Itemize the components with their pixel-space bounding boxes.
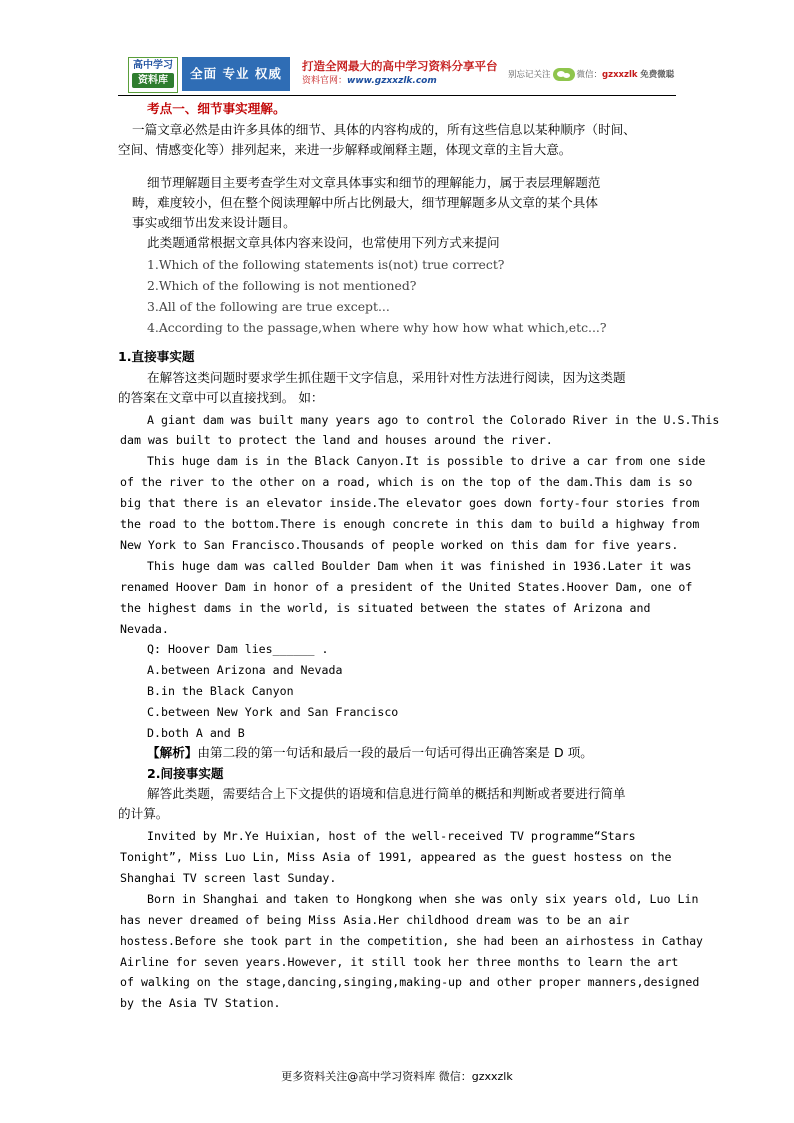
site-label: 资料官网： (302, 76, 348, 86)
desc-line: 细节理解题目主要考查学生对文章具体事实和细节的理解能力，属于表层理解题范 (147, 175, 601, 190)
passage-line: Nevada. (120, 622, 169, 636)
passage-line: the road to the bottom.There is enough concrete in this dam to build a highway from (120, 517, 700, 531)
passage-line: renamed Hoover Dam in honor of a president of the United States.Hoover Dam, one of (120, 580, 693, 594)
passage-line: dam was built to protect the land and houses around the river. (120, 433, 553, 447)
passage2-line: of walking on the stage,dancing,singing,making-up and other proper manners,designed (120, 975, 700, 989)
option-item: B.in the Black Canyon (147, 684, 294, 698)
tagline: 打造全网最大的高中学习资料分享平台 (302, 59, 498, 73)
part1-desc-line: 的答案在文章中可以直接找到。 如： (118, 390, 324, 405)
desc-line: 此类题通常根据文章具体内容来设问，也常使用下列方式来提问 (147, 235, 500, 250)
follow-line (508, 67, 678, 83)
question-item: 3.All of the following are true except... (147, 299, 390, 314)
analysis-label: 【解析】 (147, 745, 198, 760)
site-logo (128, 57, 178, 93)
site-url: www.gzxxzlk.com (347, 76, 437, 86)
option-item: D.both A and B (147, 726, 245, 740)
passage-line: the highest dams in the world, is situated between the states of Arizona and (120, 601, 651, 615)
option-item: A.between Arizona and Nevada (147, 663, 343, 677)
passage-line: A giant dam was built many years ago to control the Colorado River in the U.S.This (147, 413, 720, 427)
desc-line: 事实或细节出发来设计题目。 (132, 215, 296, 230)
follow-prefix: 别忘记关注 (508, 70, 551, 80)
question-item: 4.According to the passage,when where why how how what which,etc...? (147, 320, 607, 335)
header-banner (118, 55, 678, 93)
question-item: 2.Which of the following is not mentioned? (147, 278, 417, 293)
header-rule (118, 95, 676, 96)
part1-question: Q: Hoover Dam lies______ . (147, 642, 329, 656)
passage2-line: has never dreamed of being Miss Asia.Her childhood dream was to be an air (120, 913, 630, 927)
passage2-line: Airline for seven years.However, it still took her three months to learn the art (120, 955, 679, 969)
passage2-line: Tonight”, Miss Luo Lin, Miss Asia of 1991, appeared as the guest hostess on the (120, 850, 672, 864)
tagline-block (302, 58, 502, 88)
part2-desc-line: 解答此类题，需要结合上下文提供的语境和信息进行简单的概括和判断或者要进行简单 (147, 786, 626, 801)
part2-title: 2.间接事实题 (147, 766, 224, 781)
question-item: 1.Which of the following statements is(not) true correct? (147, 257, 505, 272)
passage-line: big that there is an elevator inside.The elevator goes down forty-four stories from (120, 496, 700, 510)
passage2-line: by the Asia TV Station. (120, 996, 281, 1010)
option-item: C.between New York and San Francisco (147, 705, 399, 719)
logo-line2: 资料库 (132, 73, 174, 88)
passage2-line: Born in Shanghai and taken to Hongkong when she was only six years old, Luo Lin (147, 892, 699, 906)
motto-box: 全面 专业 权威 (182, 57, 290, 91)
passage-line: of the river to the other on a road, which is on the top of the dam.This dam is so (120, 475, 693, 489)
passage-line: This huge dam is in the Black Canyon.It is possible to drive a car from one side (147, 454, 706, 468)
passage2-line: Shanghai TV screen last Sunday. (120, 871, 337, 885)
passage-line: This huge dam was called Boulder Dam when it was finished in 1936.Later it was (147, 559, 692, 573)
site-line (302, 74, 502, 88)
intro-line: 空间、情感变化等）排列起来，来进一步解释或阐释主题，体现文章的主旨大意。 (118, 142, 572, 157)
page-footer: 更多资料关注@高中学习资料库 微信：gzxxzlk (281, 1070, 513, 1083)
part2-desc-line: 的计算。 (118, 806, 169, 821)
follow-wechat: 微信： (576, 70, 603, 80)
follow-suffix: 免费微聪 (640, 70, 675, 80)
part1-title: 1.直接事实题 (118, 349, 195, 364)
intro-line: 一篇文章必然是由许多具体的细节、具体的内容构成的，所有这些信息以某种顺序（时间、 (132, 122, 636, 137)
passage2-line: Invited by Mr.Ye Huixian, host of the well-received TV programme“Stars (147, 829, 636, 843)
passage2-line: hostess.Before she took part in the competition, she had been an airhostess in Cathay (120, 934, 703, 948)
analysis-line (147, 743, 593, 763)
passage-line: New York to San Francisco.Thousands of people worked on this dam for five years. (120, 538, 679, 552)
wechat-icon (553, 68, 575, 81)
desc-line: 畴，难度较小，但在整个阅读理解中所占比例最大，细节理解题多从文章的某个具体 (132, 195, 598, 210)
part1-desc-line: 在解答这类问题时要求学生抓住题干文字信息，采用针对性方法进行阅读，因为这类题 (147, 370, 626, 385)
follow-id: gzxxzlk (602, 70, 638, 80)
section-title: 考点一、细节事实理解。 (147, 101, 286, 116)
logo-line1: 高中学习 (133, 60, 173, 71)
analysis-text: 由第二段的第一句话和最后一段的最后一句话可得出正确答案是 D 项。 (197, 745, 593, 760)
